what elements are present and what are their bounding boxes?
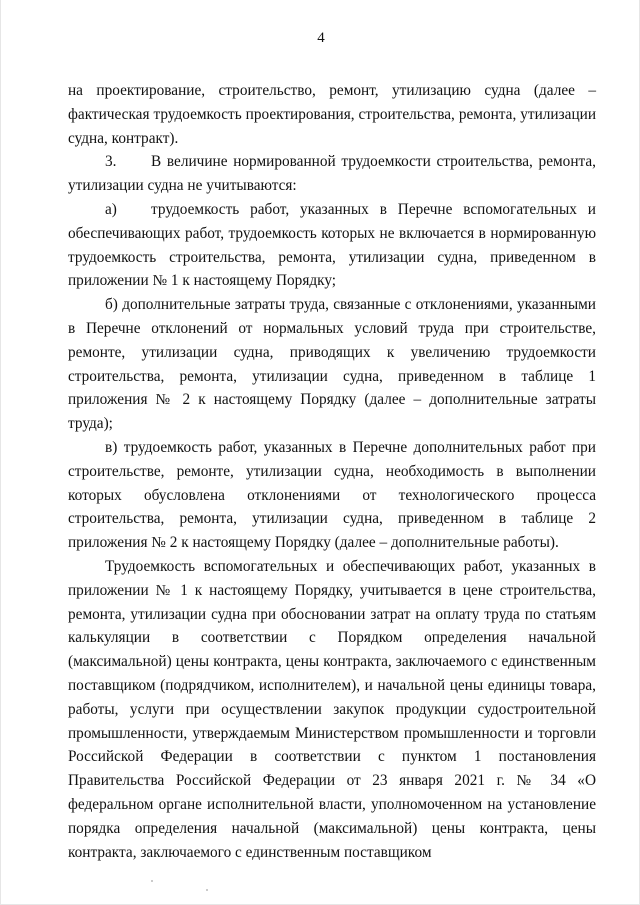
paragraph-item-b: б) дополнительные затраты труда, связанные с отклонениями, указанными в Перечне отклонений от нормальных условий труда при строительстве, ремонте, утилизации судна, приводящих к увеличению трудоемкости строительства, ремонта, утилизации судна, приведенном в таблице 1 приложения № 2 к настоящему Порядку (далее – дополнительные затраты труда);	[68, 296, 596, 433]
item-3-text: В величине нормированной трудоемкости строительства, ремонта, утилизации судна не учитываются:	[68, 153, 596, 195]
scan-speck	[206, 889, 208, 891]
item-3-marker: 3.	[105, 153, 117, 171]
scan-speck	[151, 880, 153, 882]
item-a-text: трудоемкость работ, указанных в Перечне вспомогательных и обеспечивающих работ, трудоемкость которых не включается в нормированную трудоемкость строительства, ремонта, утилизации судна, приведенном в приложении № 1 к настоящему Порядку;	[68, 200, 596, 290]
item-a-marker: а)	[105, 200, 117, 218]
paragraph-aux-works: Трудоемкость вспомогательных и обеспечивающих работ, указанных в приложении № 1 к настоящему Порядку, учитывается в цене строительства, ремонта, утилизации судна при обосновании затрат на оплату труда по статьям калькуляции в соответствии с Порядком определения начальной (максимальной) цены контракта, цены контракта, заключаемого с единственным поставщиком (подрядчиком, исполнителем), и начальной цены единицы товара, работы, услуги при осуществлении закупок продукции судостроительной промышленности, утверждаемым Министерством промышленности и торговли Российской Федерации в соответствии с пунктом 1 постановления Правительства Российской Федерации от 23 января 2021 г. № 34 «О федеральном органе исполнительной власти, уполномоченном на установление порядка определения начальной (максимальной) цены контракта, цены контракта, заключаемого с единственным поставщиком	[68, 557, 596, 861]
document-body	[68, 79, 596, 864]
paragraph-item-a	[68, 198, 596, 293]
page-number: 4	[317, 30, 325, 46]
paragraph-continuation: на проектирование, строительство, ремонт, утилизацию судна (далее – фактическая трудоемкость проектирования, строительства, ремонта, утилизации судна, контракт).	[68, 82, 596, 147]
paragraph-item-3	[68, 150, 596, 198]
paragraph-item-v: в) трудоемкость работ, указанных в Перечне дополнительных работ при строительстве, ремонте, утилизации судна, необходимость в выполнении которых обусловлена отклонениями от технологического процесса строительства, ремонта, утилизации судна, приведенном в таблице 2 приложения № 2 к настоящему Порядку (далее – дополнительные работы).	[68, 438, 596, 552]
